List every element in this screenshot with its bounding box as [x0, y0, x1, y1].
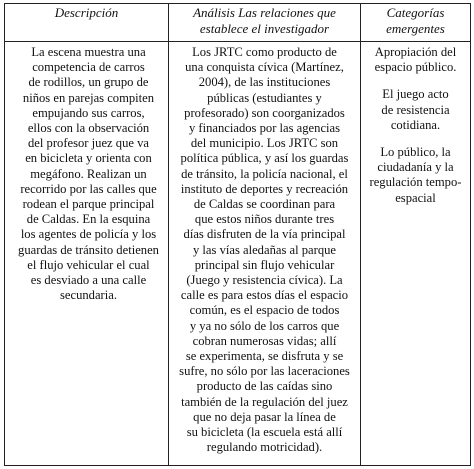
text-line: espacio público.: [374, 60, 457, 75]
text-line: principal sin flujo vehicular: [194, 257, 335, 272]
text-line: común, es el espacio de todos: [189, 303, 340, 318]
text-line: profesorado) son coorganizados: [184, 105, 345, 120]
table-row: [5, 42, 471, 466]
text-line: y financiados por las agencias: [188, 121, 341, 136]
categories-table: [4, 3, 471, 466]
text-line: días disfruten de la vía principal: [183, 227, 346, 242]
text-line: se experimenta, se disfruta y se: [185, 349, 344, 364]
text-line: del profesor juez que va: [28, 136, 149, 151]
header-categorias: [361, 4, 471, 42]
text-line: que estos niños durante tres: [194, 212, 335, 227]
text-line: empujando sus carros,: [32, 105, 145, 120]
text-line: espacial: [395, 190, 436, 205]
text-line: recorrido por las calles que: [20, 181, 157, 196]
table-header-row: [5, 4, 471, 42]
analysis-text: [169, 42, 360, 455]
text-line: Los JRTC como producto de: [192, 45, 337, 59]
text-line: regulación tempo-: [369, 175, 462, 190]
header-line: Categorías: [386, 5, 445, 20]
categories-cell: [361, 42, 471, 466]
header-line: emergentes: [386, 21, 445, 36]
text-line: en bicicleta y orienta con: [25, 151, 152, 166]
header-line: Descripción: [54, 5, 119, 20]
text-line: secundaria.: [60, 288, 117, 303]
text-line: La escena muestra una: [31, 45, 146, 59]
description-cell: [5, 42, 169, 466]
text-line: públicas (estudiantes y: [207, 90, 322, 105]
text-line: niños en parejas compiten: [22, 90, 155, 105]
text-line: cobran numerosas vidas; allí: [192, 333, 337, 348]
text-line: y las vías aledañas al parque: [192, 242, 337, 257]
text-line: (Juego y resistencia cívica). La: [186, 273, 343, 288]
text-line: política pública, y así los guardas: [180, 151, 349, 166]
description-text: [5, 42, 168, 303]
text-line: producto de las caídas sino: [196, 379, 333, 394]
text-line: Apropiación del: [374, 45, 457, 59]
category-spacer: [364, 133, 467, 145]
text-line: instituto de deportes y recreación: [180, 181, 349, 196]
header-descripcion: [5, 4, 169, 42]
text-line: competencia de carros: [32, 60, 145, 75]
text-line: sufre, no sólo por las laceraciones: [179, 364, 350, 379]
text-line: los agentes de policía y los: [20, 227, 157, 242]
text-line: también de la regulación del juez: [181, 394, 348, 409]
analysis-cell: [169, 42, 361, 466]
text-line: ciudadanía y la: [377, 160, 454, 175]
text-line: de rodillos, un grupo de: [28, 75, 149, 90]
text-line: guardas de tránsito detienen: [18, 242, 159, 257]
text-line: de resistencia: [381, 102, 450, 117]
text-line: es desviado a una calle: [30, 273, 147, 288]
text-line: calle es para estos días el espacio: [180, 288, 349, 303]
text-line: el flujo vehicular el cual: [27, 257, 150, 272]
header-line: establece el investigador: [199, 21, 330, 36]
text-line: una conquista cívica (Martínez,: [185, 60, 344, 75]
text-line: del municipio. Los JRTC son: [190, 136, 339, 151]
text-line: y ya no sólo de los carros que: [189, 318, 340, 333]
header-line: Análisis Las relaciones que: [193, 5, 336, 20]
text-line: que no deja pasar la línea de: [193, 409, 336, 424]
text-line: de tránsito, la policía nacional, el: [181, 166, 348, 181]
text-line: 2004), de las instituciones: [198, 75, 331, 90]
category-spacer: [364, 75, 467, 87]
text-line: de Caldas. En la esquina: [26, 212, 151, 227]
text-line: Lo público, la: [380, 145, 451, 160]
text-line: su bicicleta (la escuela está allí: [186, 425, 343, 440]
text-line: ellos con la observación: [27, 121, 150, 136]
categories-text: [361, 42, 470, 206]
text-line: cotidiana.: [390, 117, 441, 132]
header-analisis: [169, 4, 361, 42]
text-line: megáfono. Realizan un: [30, 166, 147, 181]
text-line: El juego acto: [382, 87, 449, 102]
text-line: rodean el parque principal: [22, 197, 155, 212]
text-line: de Caldas se coordinan para: [193, 197, 336, 212]
text-line: regulando motricidad).: [206, 440, 323, 455]
